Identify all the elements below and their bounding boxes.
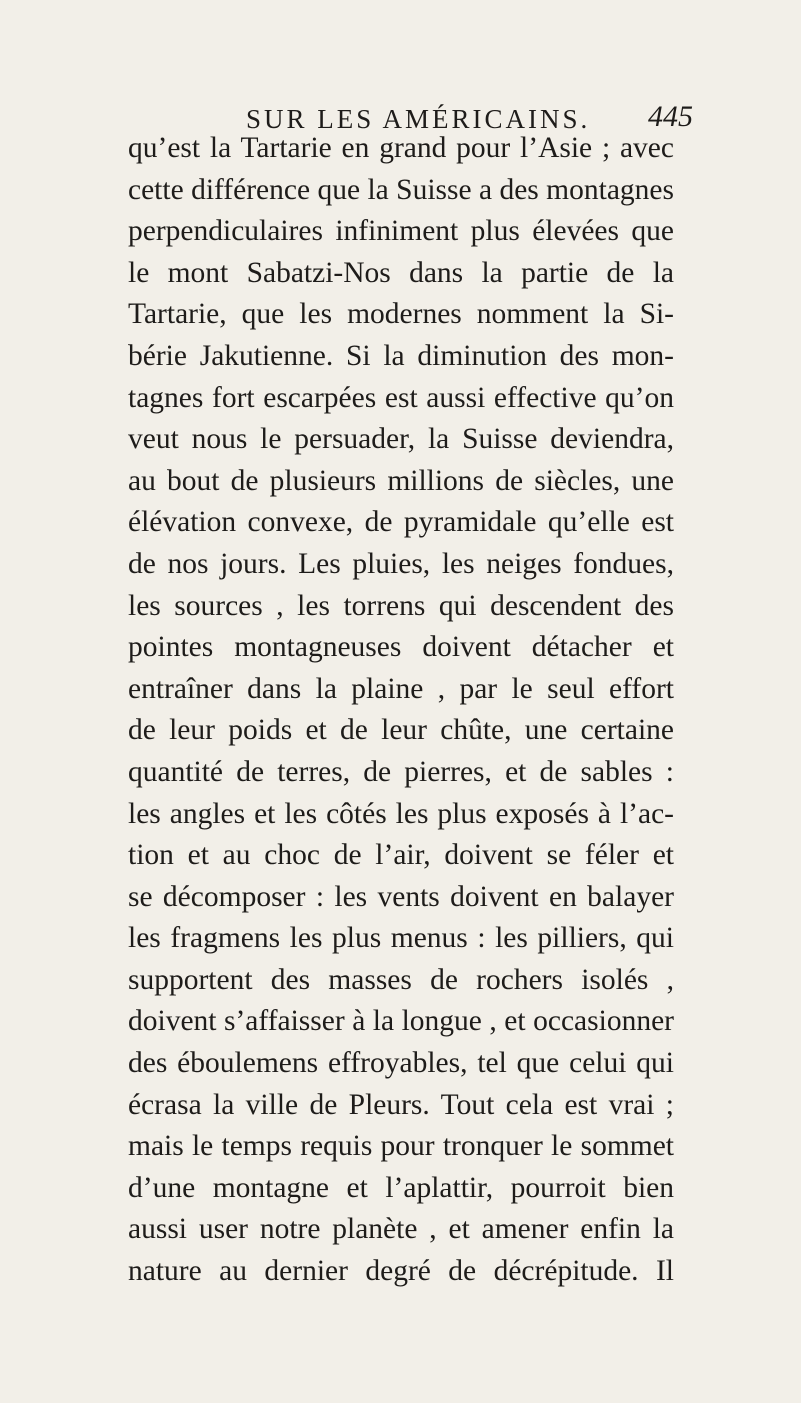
text-line: se décomposer : les vents doivent en balayer xyxy=(128,880,674,913)
text-line: veut nous le persuader, la Suisse deviendra, xyxy=(128,423,674,456)
running-title: SUR LES AMÉRICAINS. xyxy=(246,104,591,134)
text-line: de leur poids et de leur chûte, une certaine xyxy=(128,714,674,747)
text-line: de nos jours. Les pluies, les neiges fondues, xyxy=(128,547,674,580)
text-line: des éboulemens effroyables, tel que celui qui xyxy=(128,1047,674,1080)
text-line: perpendiculaires infiniment plus élevées que xyxy=(128,215,674,248)
text-line: mais le temps requis pour tronquer le sommet xyxy=(128,1130,674,1163)
text-line: entraîner dans la plaine , par le seul effort xyxy=(128,672,674,705)
text-line: les sources , les torrens qui descendent des xyxy=(128,589,674,622)
body-text xyxy=(128,128,674,1293)
text-line: cette différence que la Suisse a des montagnes xyxy=(128,173,674,206)
text-line: d’une montagne et l’aplattir, pourroit bien xyxy=(128,1171,674,1204)
text-line: au bout de plusieurs millions de siècles, une xyxy=(128,464,674,497)
page-number: 445 xyxy=(648,100,693,133)
text-line: qu’est la Tartarie en grand pour l’Asie ; avec xyxy=(128,132,674,164)
text-line: tagnes fort escarpées est aussi effective qu’on xyxy=(128,381,674,414)
text-line: supportent des masses de rochers isolés , xyxy=(128,963,674,996)
text-line: le mont Sabatzi-Nos dans la partie de la xyxy=(128,256,674,289)
text-line: tion et au choc de l’air, doivent se féler et xyxy=(128,839,674,872)
text-line: Tartarie, que les modernes nomment la Si- xyxy=(128,298,674,331)
text-line: bérie Jakutienne. Si la diminution des mon- xyxy=(128,339,674,372)
text-line: doivent s’affaisser à la longue , et occasionner xyxy=(128,1005,674,1038)
text-line: aussi user notre planète , et amener enfin la xyxy=(128,1213,674,1246)
text-line: écrasa la ville de Pleurs. Tout cela est vrai ; xyxy=(128,1088,674,1121)
text-line: nature au dernier degré de décrépitude. Il xyxy=(128,1255,674,1288)
text-line: quantité de terres, de pierres, et de sables : xyxy=(128,755,674,788)
text-line: les fragmens les plus menus : les pilliers, qui xyxy=(128,922,674,955)
text-line: élévation convexe, de pyramidale qu’elle est xyxy=(128,506,674,539)
text-line: pointes montagneuses doivent détacher et xyxy=(128,631,674,664)
text-line: les angles et les côtés les plus exposés à l’ac- xyxy=(128,797,674,830)
